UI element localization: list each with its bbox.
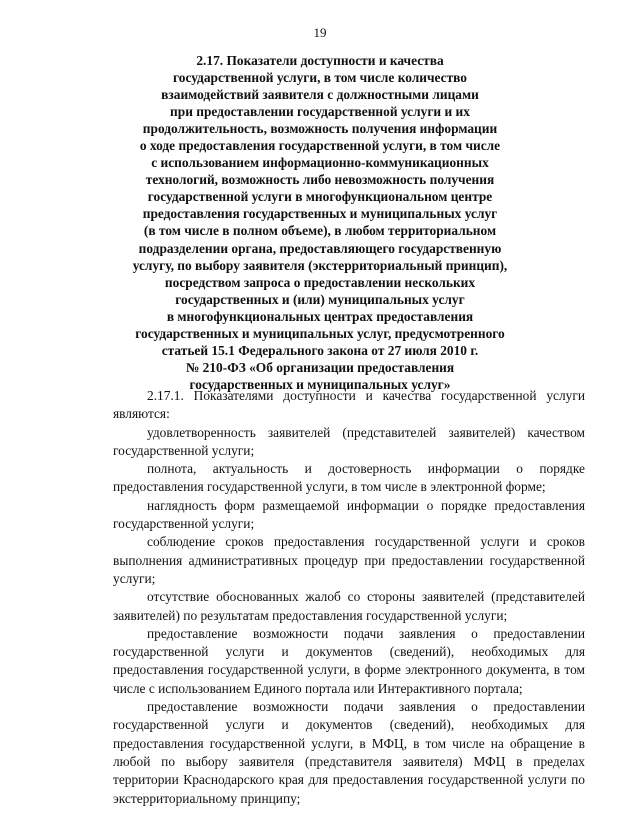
heading-line: предоставления государственных и муниципальных услуг [142,206,498,222]
heading-line: посредством запроса о предоставлении нескольких [164,274,476,290]
heading-line: технологий, возможность либо невозможность получения [145,172,495,188]
heading-line: № 210-ФЗ «Об организации предоставления [185,359,455,375]
heading-line: государственной услуги в многофункциональном центре [147,189,493,205]
heading-line: о ходе предоставления государственной услуги, в том числе [139,138,501,154]
heading-line: государственных и (или) муниципальных услуг [175,291,465,307]
heading-line: с использованием информационно-коммуникационных [151,155,489,171]
paragraph-item: отсутствие обоснованных жалоб со стороны заявителей (представителей заявителей) по результатам предоставления государственной услуги; [113,589,585,623]
heading-line: взаимодействий заявителя с должностными лицами [161,87,479,103]
heading-line: услугу, по выбору заявителя (экстерриториальный принцип), [132,257,508,273]
paragraph-item: предоставление возможности подачи заявления о предоставлении государственной услуги и документов (сведений), необходимых для предоставления государственной услуги, в форме электронного документа, в том числе с использованием Единого портала или Интерактивного портала; [113,625,585,696]
heading-line: 2.17. Показатели доступности и качества [196,53,444,68]
paragraph-intro: 2.17.1. Показателями доступности и качества государственной услуги являются: [113,388,585,422]
body-text [113,387,585,808]
paragraph-item: предоставление возможности подачи заявления о предоставлении государственной услуги и документов (сведений), необходимых для предоставления государственной услуги, в МФЦ, в том числе на обращение в любой по выбору заявителя (представителя заявителя) МФЦ в пределах территории Краснодарского края для предоставления государственной услуги по экстерриториальному принципу; [113,699,585,806]
paragraph-item: удовлетворенность заявителей (представителей заявителей) качеством государственной услуги; [113,424,585,458]
paragraph-item: полнота, актуальность и достоверность информации о порядке предоставления государственной услуги, в том числе в электронной форме; [113,461,585,495]
heading-line: продолжительность, возможность получения информации [142,121,498,137]
heading-line: в многофункциональных центрах предоставления [166,308,474,324]
heading-line: при предоставлении государственной услуги и их [170,104,470,120]
heading-line: статьей 15.1 Федерального закона от 27 июля 2010 г. [161,342,479,358]
paragraph-item: соблюдение сроков предоставления государственной услуги и сроков выполнения административных процедур при предоставлении государственной услуги; [113,534,585,586]
page-number: 19 [313,25,327,40]
heading-line: (в том числе в полном объеме), в любом территориальном [143,223,497,239]
section-heading [100,52,540,393]
paragraph-item: наглядность форм размещаемой информации о порядке предоставления государственной услуги; [113,497,585,532]
heading-line: подразделении органа, предоставляющего государственную [138,240,502,256]
heading-line: государственной услуги, в том числе количество [173,70,467,86]
heading-line: государственных и муниципальных услуг, предусмотренного [135,325,505,341]
heading-line: государственных и муниципальных услуг» [189,376,451,392]
